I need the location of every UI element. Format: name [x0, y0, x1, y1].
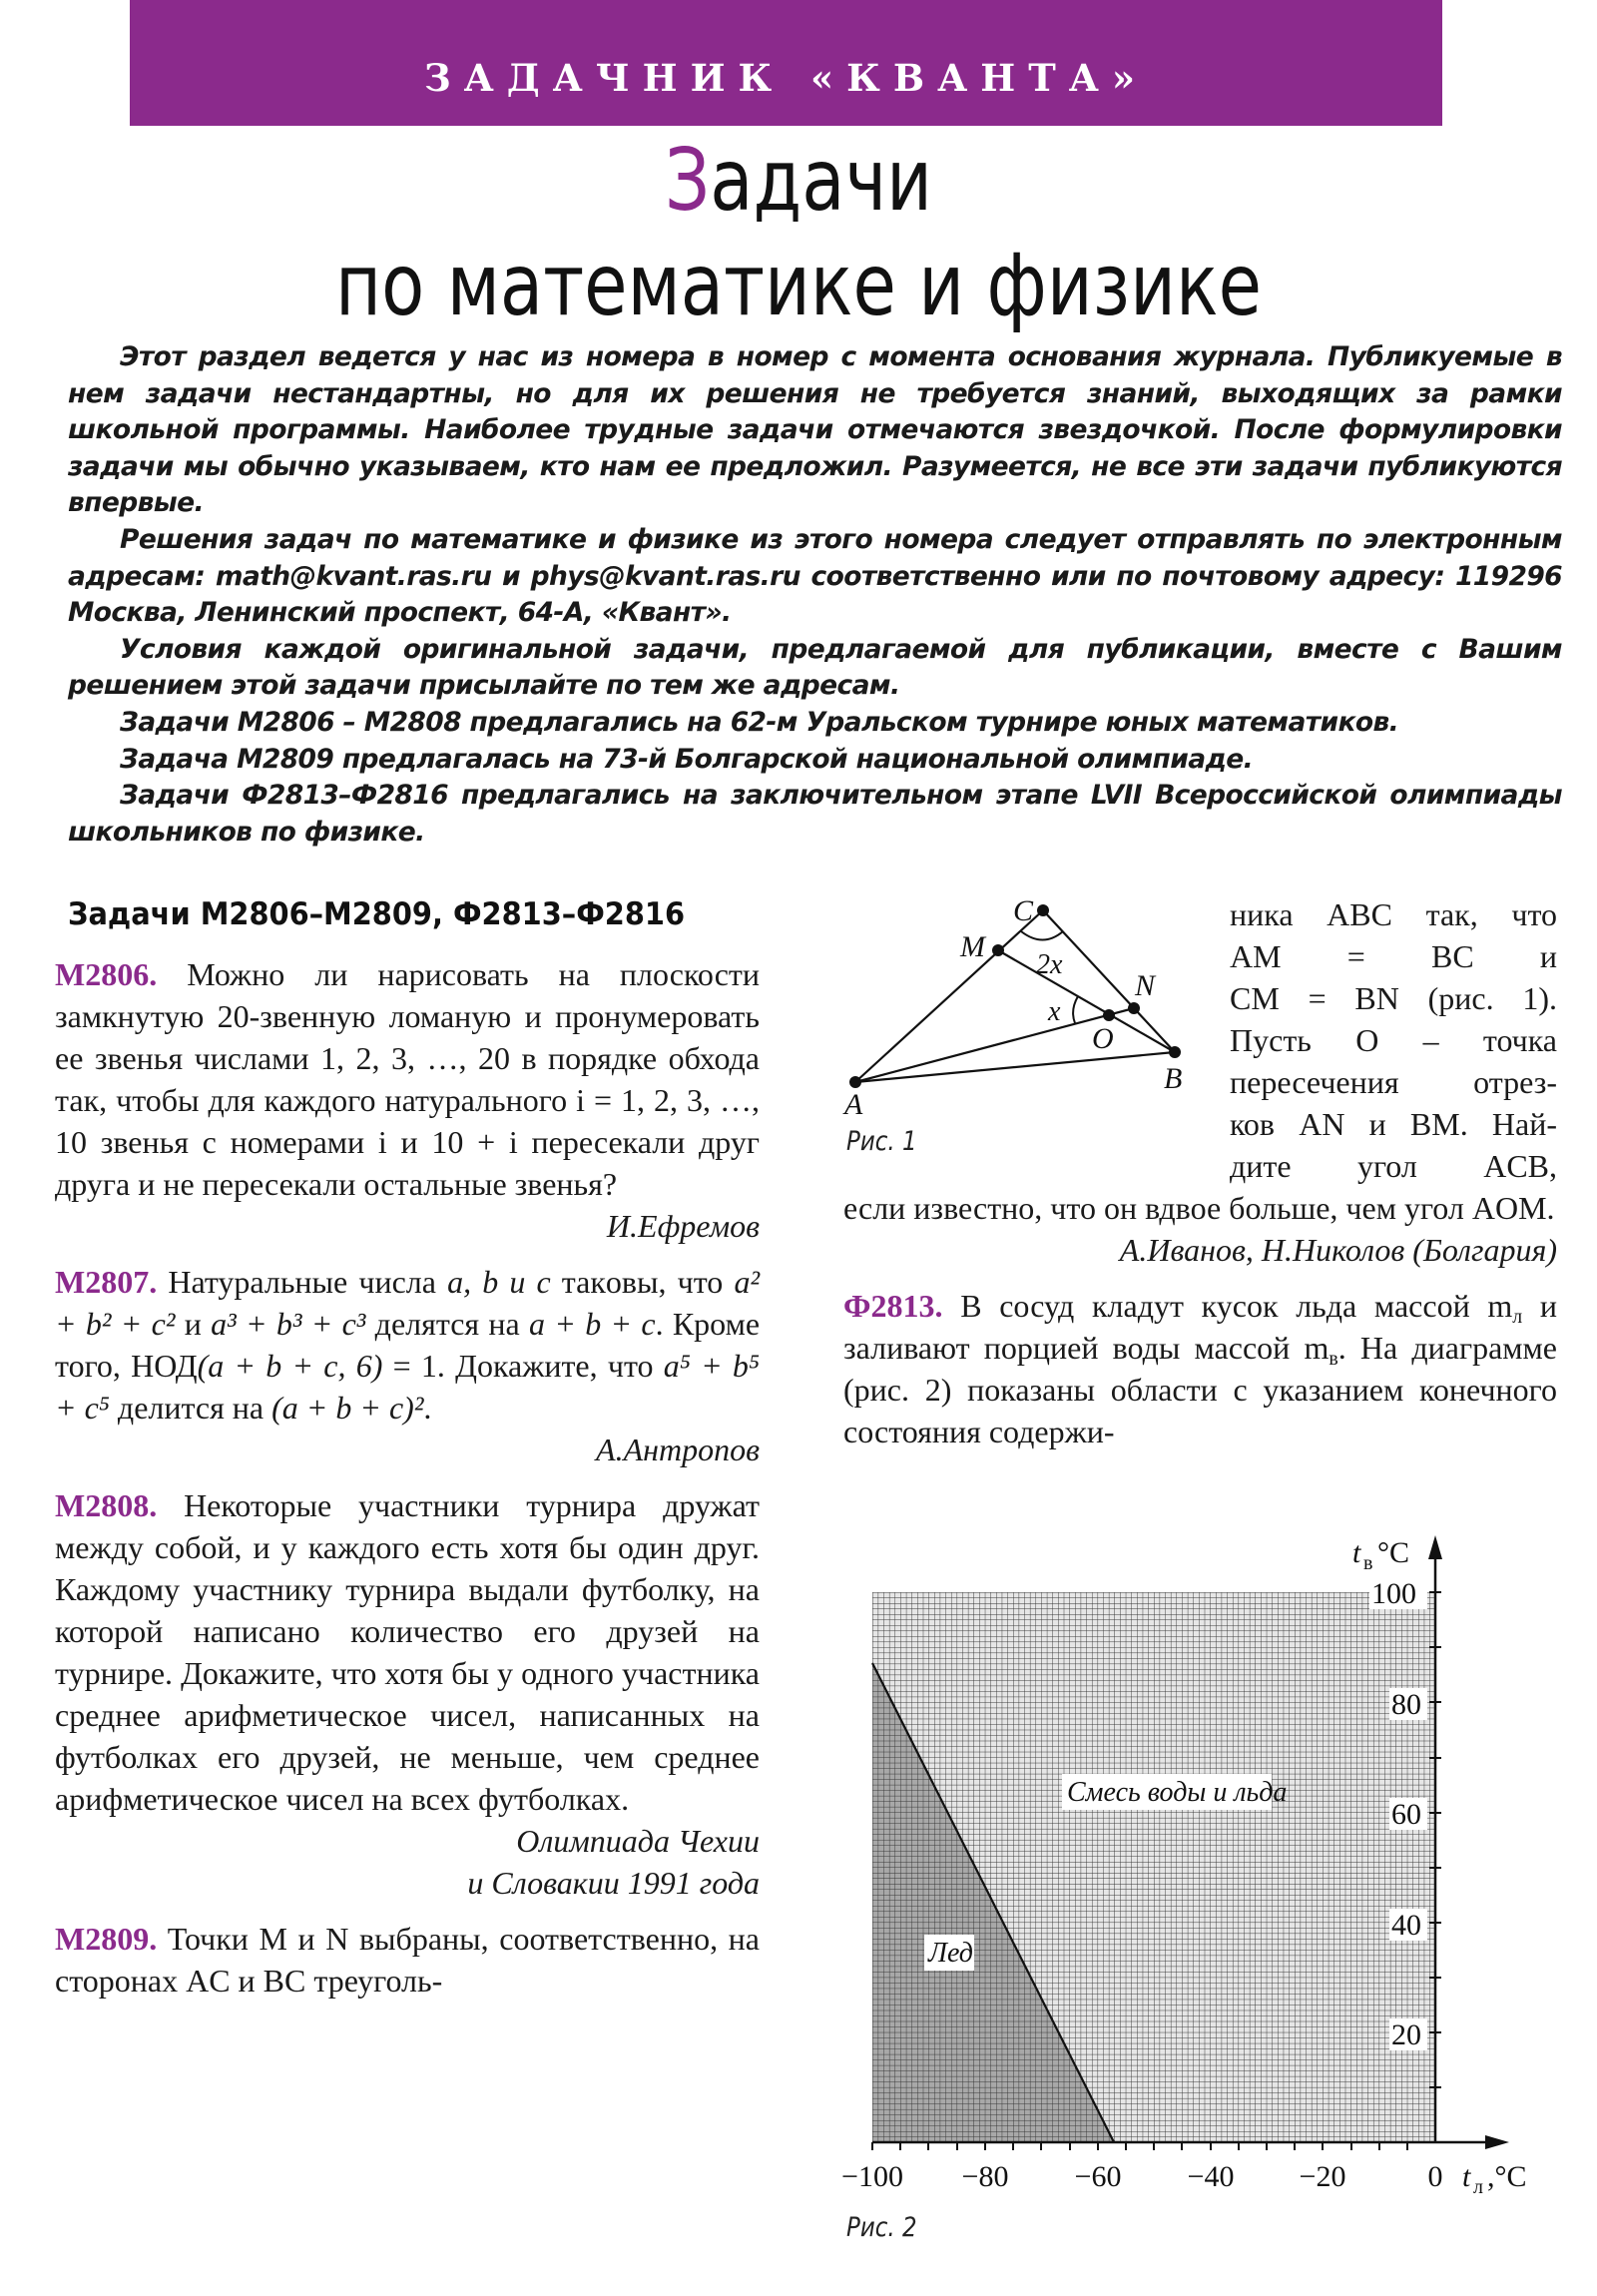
- x-tick-0: 0: [1427, 2160, 1443, 2193]
- problem-f2813: [843, 1285, 1557, 1452]
- problem-text: = 1. Докажите, что: [382, 1348, 664, 1384]
- problem-text: и: [175, 1306, 212, 1342]
- label-angle-c: 2x: [1036, 949, 1063, 980]
- section-label: ЗАДАЧНИК «КВАНТА»: [423, 56, 1149, 100]
- y-tick-80: 80: [1391, 1688, 1421, 1721]
- problem-text: Точки M и N выбраны, соответственно, на сторонах AC и BC треуголь-: [55, 1921, 760, 1999]
- subscript: в: [1329, 1347, 1338, 1370]
- problem-text-line: ков AN и BM. Най-: [1230, 1106, 1557, 1142]
- problem-author: А.Иванов, Н.Николов (Болгария): [1119, 1232, 1557, 1268]
- label-m: M: [960, 930, 985, 963]
- section-header-band: [130, 0, 1442, 126]
- problem-text: делится на: [109, 1390, 272, 1426]
- problem-text-line: дите угол ACB,: [1230, 1148, 1557, 1184]
- problem-text-line: AM = BC и: [1230, 938, 1557, 974]
- problem-text-line: пересечения отрез-: [1230, 1064, 1557, 1100]
- x-tick--40: −40: [1187, 2160, 1235, 2193]
- problem-text: если известно, что он вдвое больше, чем угол AOM.: [843, 1190, 1555, 1226]
- x-axis-label-sub: л: [1473, 2176, 1483, 2198]
- m2809-continuation: [1230, 893, 1557, 1187]
- problem-text-line: CM = BN (рис. 1).: [1230, 980, 1557, 1016]
- problem-author: Олимпиада Чехии: [516, 1823, 760, 1859]
- problem-id: М2806.: [55, 956, 158, 992]
- figure-1-caption: Рис. 1: [846, 1126, 917, 1157]
- label-c: C: [1013, 894, 1034, 927]
- right-column: [843, 1187, 1557, 1452]
- intro-paragraph: Задача М2809 предлагалась на 73-й Болгарской национальной олимпиаде.: [120, 743, 1254, 775]
- figure-2-caption: Рис. 2: [846, 2212, 917, 2243]
- y-axis-label: t: [1352, 1536, 1361, 1569]
- problem-text-line: Пусть O – точка: [1230, 1022, 1557, 1058]
- label-b: B: [1164, 1062, 1183, 1095]
- problem-author: А.Антропов: [596, 1432, 760, 1467]
- y-tick-60: 60: [1391, 1798, 1421, 1831]
- math-expr: a² + b² + c²: [55, 1264, 761, 1342]
- x-axis-unit: ,°C: [1487, 2160, 1527, 2193]
- problem-text: Натуральные числа: [168, 1264, 448, 1300]
- intro-paragraph: Условия каждой оригинальной задачи, предлагаемой для публикации, вместе с Вашим решением этой задачи присылайте по тем же адресам.: [68, 633, 1562, 702]
- problem-id: М2809.: [55, 1921, 158, 1957]
- region-mix-label: Смесь воды и льда: [1067, 1777, 1288, 1808]
- x-tick--80: −80: [961, 2160, 1009, 2193]
- problem-m2807: [55, 1261, 760, 1429]
- intro-paragraph: Решения задач по математике и физике из этого номера следует отправлять по электронным адресам: math@kvant.ras.ru и phys@kvant.ras.ru соответственно или по почтовому адресу: 119296 Москва, Ленинский проспект, 64-А, «Квант».: [68, 523, 1562, 629]
- problem-id: М2807.: [55, 1264, 158, 1300]
- problem-id: Ф2813.: [843, 1288, 943, 1324]
- problem-m2806: [55, 953, 760, 1205]
- problem-author: И.Ефремов: [606, 1208, 760, 1244]
- math-expr: (a + b + c)²: [271, 1390, 424, 1426]
- problem-text: .: [423, 1390, 432, 1426]
- y-axis-label-sub: в: [1363, 1552, 1373, 1574]
- problem-text: Можно ли нарисовать на плоскости замкнутую 20-звенную ломаную и пронумеровать ее звенья числами 1, 2, 3, …, 20 в порядке обхода так, чтобы для каждого натурального i = 1, 2, 3, …, 10 звенья с номерами i и 10 + i пересекали друг друга и не пересекали остальные звенья?: [55, 956, 761, 1202]
- math-expr: (a + b + c, 6): [197, 1348, 383, 1384]
- problem-text: В сосуд кладут кусок льда массой m: [960, 1288, 1513, 1324]
- y-axis-unit: °C: [1377, 1536, 1410, 1569]
- x-axis-label: t: [1462, 2160, 1471, 2193]
- figure-2-chart: [838, 1517, 1597, 2206]
- x-axis-arrow-icon: [1485, 2135, 1509, 2149]
- problem-text: . На диаграмме (рис. 2) показаны области с указанием конечного состояния содержи-: [843, 1330, 1557, 1449]
- problem-text: и заливают порцией воды массой m: [843, 1288, 1558, 1366]
- page-title-line1: [144, 131, 1453, 231]
- page-title-line2: по математике и физике: [335, 236, 1262, 335]
- math-vars: a, b и c: [447, 1264, 551, 1300]
- section-heading: Задачи М2806–М2809, Ф2813–Ф2816: [68, 896, 686, 932]
- problem-author: и Словакии 1991 года: [467, 1865, 760, 1901]
- intro-paragraph: Задачи М2806 – М2808 предлагались на 62-м Уральском турнире юных математиков.: [120, 706, 1399, 738]
- left-column: [55, 953, 760, 2002]
- label-a: A: [844, 1088, 863, 1121]
- problem-text: делятся на: [365, 1306, 530, 1342]
- problem-text: Некоторые участники турнира дружат между собой, и у каждого есть хотя бы один друг. Каждому участнику турнира выдали футболку, на которой написано количество его друзей на турнире. Докажите, что хотя бы у одного участника среднее арифметическое чисел, написанных на футболках его друзей, не меньше, чем среднее арифметическое чисел на всех футболках.: [55, 1487, 761, 1817]
- y-tick-100: 100: [1371, 1577, 1416, 1610]
- label-angle-o: x: [1048, 996, 1061, 1027]
- y-tick-20: 20: [1391, 2018, 1421, 2051]
- subscript: л: [1512, 1305, 1523, 1328]
- x-tick--60: −60: [1074, 2160, 1122, 2193]
- label-o: O: [1092, 1022, 1114, 1055]
- label-n: N: [1135, 969, 1156, 1002]
- problem-text-line: ника ABC так, что: [1230, 896, 1557, 932]
- intro-paragraph: Задачи Ф2813–Ф2816 предлагались на заключительном этапе LVII Всероссийской олимпиады школьников по физике.: [68, 780, 1562, 848]
- problem-text: такoвы, что: [550, 1264, 735, 1300]
- intro-paragraph: Этот раздел ведется у нас из номера в номер с момента основания журнала. Публикуемые в нем задачи нестандартны, но для их решения не требуется знаний, выходящих за рамки школьной программы. Наиболее трудные задачи отмечаются звездочкой. После формулировки задачи мы обычно указываем, кто нам ее предложил. Разумеется, не все эти задачи публикуются впервые.: [68, 341, 1562, 519]
- math-expr: a⁵ + b⁵ + c⁵: [55, 1348, 761, 1426]
- x-tick--20: −20: [1299, 2160, 1346, 2193]
- intro-text: [68, 339, 1562, 851]
- problem-text: . Кроме того, НОД: [55, 1306, 761, 1384]
- y-axis-arrow-icon: [1428, 1535, 1442, 1559]
- math-expr: a³ + b³ + c³: [211, 1306, 366, 1342]
- region-ice-label: Лед: [928, 1938, 973, 1969]
- problem-m2809: [55, 1918, 760, 2002]
- problem-id: М2808.: [55, 1487, 158, 1523]
- title-accent-letter: З: [665, 131, 711, 231]
- math-expr: a + b + c: [529, 1306, 656, 1342]
- title-line1-rest: адачи: [710, 131, 932, 231]
- problem-m2808: [55, 1484, 760, 1820]
- x-tick--100: −100: [841, 2160, 903, 2193]
- y-tick-40: 40: [1391, 1909, 1421, 1942]
